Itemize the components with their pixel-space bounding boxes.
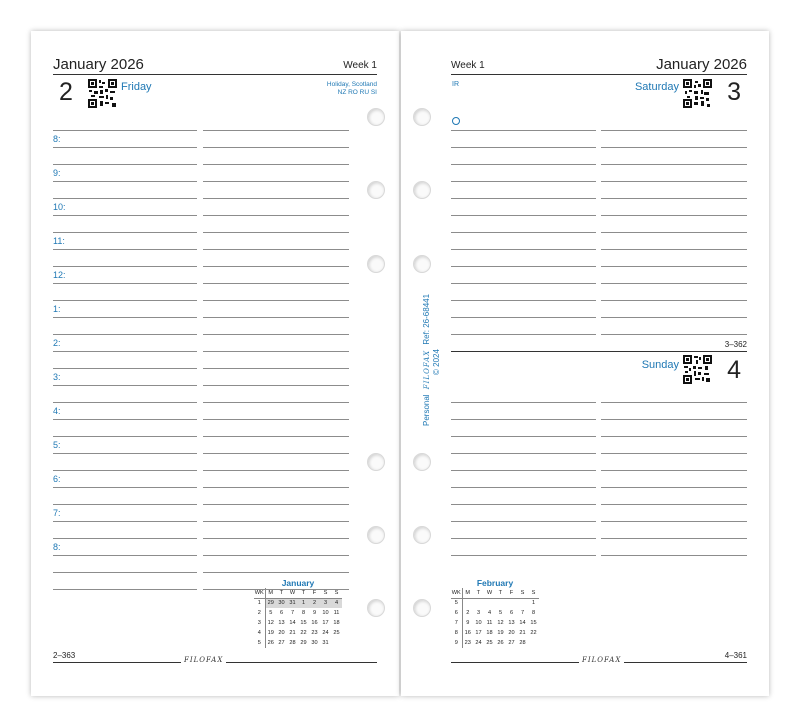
cal-header: W [287,588,298,598]
sunday-divider-rule [451,351,747,352]
cal-day: 11 [333,610,340,616]
cal-week-number: 7 [451,618,462,628]
saturday-ruled-line [601,164,747,165]
left-brand-logo: FILOFAX [181,656,226,664]
ring-hole [367,526,385,544]
cal-day: 5 [269,610,273,616]
sunday-ruled-line [601,436,747,437]
cal-header: M [462,588,473,598]
cal-day [484,598,495,608]
sunday-ruled-line [601,521,747,522]
cal-day: 24 [475,640,482,646]
left-ruled-line [53,538,197,539]
left-ruled-line [53,419,197,420]
cal-header: F [309,588,320,598]
sunday-ruled-line [451,538,596,539]
february-mini-calendar [451,578,539,648]
left-ruled-line [53,487,197,488]
left-page [31,31,399,696]
sunday-ruled-line [451,402,596,403]
left-ruled-line [203,130,349,131]
left-ruled-line [53,317,197,318]
cal-day: 30 [276,598,287,608]
left-ruled-line [203,385,349,386]
saturday-ruled-line [451,198,596,199]
cal-day: 15 [300,620,307,626]
left-ruled-line [53,198,197,199]
saturday-ruled-line [451,300,596,301]
cal-day: 25 [333,630,340,636]
left-ruled-line [203,402,349,403]
spine-format: Personal [422,394,431,426]
hour-label: 5: [53,440,61,450]
cal-row [451,618,539,628]
saturday-ruled-line [451,334,596,335]
saturday-ruled-line [601,266,747,267]
hour-label: 8: [53,134,61,144]
cal-header: S [517,588,528,598]
cal-day: 13 [278,620,285,626]
cal-header: T [276,588,287,598]
qr-code-icon [683,79,712,108]
cal-row [451,598,539,608]
right-header-rule [451,74,747,75]
left-ruled-line [203,436,349,437]
cal-day: 4 [487,610,492,616]
sunday-name: Sunday [641,359,679,371]
hour-label: 3: [53,372,61,382]
cal-day: 27 [508,640,515,646]
hour-label: 1: [53,304,61,314]
sunday-ruled-line [601,453,747,454]
cal-day: 14 [519,620,526,626]
cal-day: 2 [466,610,470,616]
cal-day: 23 [311,630,318,636]
cal-row [254,628,342,638]
cal-day: 1 [531,600,536,607]
cal-day: 29 [300,640,307,646]
saturday-ruled-line [601,232,747,233]
cal-row [451,628,539,638]
sunday-number: 4 [727,356,741,384]
left-ruled-line [203,232,349,233]
cal-day [473,598,484,608]
cal-day: 30 [311,640,318,646]
cal-day: 17 [322,620,329,626]
hour-label: 12: [53,270,66,280]
left-ruled-line [203,470,349,471]
ring-hole [413,526,431,544]
saturday-ruled-line [451,147,596,148]
sunday-ruled-line [451,504,596,505]
saturday-ruled-line [451,266,596,267]
holiday-line-2: NZ RO RU SI [337,89,377,96]
cal-day: 6 [279,610,284,616]
cal-day [506,598,517,608]
cal-day [528,638,539,648]
cal-day: 16 [464,630,471,636]
cal-day: 9 [466,620,470,626]
left-ruled-line [53,181,197,182]
left-ruled-line [203,521,349,522]
saturday-ruled-line [451,181,596,182]
right-cal-table [451,588,539,648]
cal-day: 7 [520,610,525,616]
cal-day: 21 [519,630,526,636]
left-ruled-line [203,589,349,590]
ring-hole [413,108,431,126]
qr-graphic [88,79,117,108]
ring-hole [367,599,385,617]
qr-graphic [683,355,712,384]
left-ruled-line [203,215,349,216]
left-ruled-line [203,351,349,352]
left-ruled-line [53,385,197,386]
saturday-number: 3 [727,78,741,106]
cal-day: 31 [322,640,329,646]
sunday-ruled-line [601,504,747,505]
left-week-label: Week 1 [343,60,377,71]
saturday-ruled-line [601,334,747,335]
hour-label: 7: [53,508,61,518]
saturday-ruled-line [601,198,747,199]
hour-label: 9: [53,168,61,178]
cal-header: T [473,588,484,598]
left-ruled-line [203,300,349,301]
cal-row [254,608,342,618]
left-ruled-line [203,487,349,488]
cal-day: 24 [322,630,329,636]
cal-header: S [528,588,539,598]
cal-week-number: 3 [254,618,265,628]
cal-day: 17 [475,630,482,636]
left-ruled-line [203,266,349,267]
left-day-number: 2 [59,78,73,106]
cal-day: 15 [530,620,537,626]
cal-day: 16 [311,620,318,626]
cal-row [451,608,539,618]
left-ruled-line [53,402,197,403]
left-ruled-line [53,521,197,522]
left-ruled-line [53,266,197,267]
ring-hole [413,255,431,273]
cal-header: F [506,588,517,598]
hour-label: 6: [53,474,61,484]
cal-day: 28 [289,640,296,646]
saturday-ruled-line [451,232,596,233]
qr-graphic [683,79,712,108]
cal-week-number: 4 [254,628,265,638]
left-month-title: January 2026 [53,56,144,73]
left-ruled-line [53,555,197,556]
saturday-ruled-line [601,249,747,250]
sunday-ruled-line [451,436,596,437]
sunday-ruled-line [451,470,596,471]
saturday-ruled-line [601,181,747,182]
cal-day: 10 [475,620,482,626]
ring-hole [413,453,431,471]
cal-header: S [331,588,342,598]
left-ruled-line [53,436,197,437]
cal-day: 19 [497,630,504,636]
left-ruled-line [53,504,197,505]
cal-day: 20 [508,630,515,636]
cal-day: 28 [519,640,526,646]
left-ruled-line [203,538,349,539]
left-header-rule [53,74,377,75]
cal-header: WK [451,588,462,598]
left-ruled-line [53,453,197,454]
cal-day: 2 [309,598,320,608]
left-ruled-line [203,317,349,318]
cal-day: 3 [320,598,331,608]
cal-day: 23 [464,640,471,646]
spine-brand: FILOFAX [423,349,431,390]
sunday-ruled-line [601,487,747,488]
cal-week-number: 1 [254,598,265,608]
sunday-ruled-line [451,521,596,522]
cal-day: 3 [476,610,481,616]
cal-week-number: 5 [451,598,462,608]
cal-day: 21 [289,630,296,636]
cal-header: M [265,588,276,598]
cal-day [517,598,528,608]
cal-header: W [484,588,495,598]
cal-day: 18 [333,620,340,626]
left-ruled-line [203,504,349,505]
cal-day [462,598,473,608]
qr-code-icon [88,79,117,108]
left-ruled-line [203,164,349,165]
sunday-ruled-line [451,487,596,488]
saturday-ruled-line [451,130,596,131]
cal-header: WK [254,588,265,598]
saturday-ruled-line [601,283,747,284]
saturday-ruled-line [601,317,747,318]
cal-day: 19 [267,630,274,636]
cal-day: 11 [486,620,493,626]
left-ruled-line [203,555,349,556]
qr-code-icon [683,355,712,384]
left-ruled-line [53,147,197,148]
holiday-note [327,81,377,97]
left-day-name: Friday [121,81,152,93]
circle-icon [452,117,460,125]
cal-day: 27 [278,640,285,646]
cal-day: 18 [486,630,493,636]
cal-day: 22 [300,630,307,636]
cal-header: T [298,588,309,598]
spine-ref: Ref: 26-68441 [422,293,431,345]
left-ruled-line [203,368,349,369]
saturday-ruled-line [451,249,596,250]
cal-day: 29 [265,598,276,608]
right-page [401,31,769,696]
right-brand-logo: FILOFAX [579,656,624,664]
sunday-ruled-line [601,402,747,403]
left-cal-table [254,588,342,648]
hour-label: 4: [53,406,61,416]
ring-hole [367,453,385,471]
left-ruled-line [53,215,197,216]
saturday-page-number: 3–362 [724,340,747,349]
cal-day: 6 [509,610,514,616]
ring-hole [367,255,385,273]
right-cal-title: February [476,578,514,588]
cal-day: 25 [486,640,493,646]
left-ruled-line [53,572,197,573]
sunday-ruled-line [451,453,596,454]
left-ruled-line [203,334,349,335]
ring-hole [413,181,431,199]
ring-hole [367,108,385,126]
cal-row [254,598,342,608]
saturday-ruled-line [451,215,596,216]
left-ruled-line [53,249,197,250]
saturday-ruled-line [601,215,747,216]
cal-day: 13 [508,620,515,626]
cal-row [254,618,342,628]
cal-day: 7 [290,610,295,616]
left-ruled-line [53,334,197,335]
cal-day: 31 [287,598,298,608]
right-week-label: Week 1 [451,60,485,71]
sunday-ruled-line [601,555,747,556]
left-ruled-line [53,470,197,471]
left-ruled-line [53,351,197,352]
cal-header-row [451,588,539,598]
cal-day: 26 [497,640,504,646]
cal-day: 8 [531,610,536,616]
cal-day: 12 [267,620,274,626]
cal-day: 22 [530,630,537,636]
cal-day: 14 [289,620,296,626]
cal-header: T [495,588,506,598]
hour-label: 8: [53,542,61,552]
spine-info [422,294,431,426]
cal-day [495,598,506,608]
cal-day: 26 [267,640,274,646]
sunday-ruled-line [451,419,596,420]
cal-week-number: 5 [254,638,265,648]
hour-label: 2: [53,338,61,348]
left-ruled-line [203,453,349,454]
saturday-ruled-line [601,147,747,148]
left-ruled-line [53,283,197,284]
cal-day: 8 [301,610,306,616]
sunday-ruled-line [601,419,747,420]
cal-week-number: 6 [451,608,462,618]
saturday-name: Saturday [634,81,679,93]
sunday-ruled-line [451,555,596,556]
left-ruled-line [203,283,349,284]
left-cal-title: January [281,578,315,588]
ring-hole [413,599,431,617]
cal-day: 20 [278,630,285,636]
sunday-ruled-line [601,470,747,471]
cal-header: S [320,588,331,598]
hour-label: 11: [53,236,65,246]
cal-day: 10 [322,610,329,616]
holiday-line-1: Holiday, Scotland [326,81,377,88]
right-page-number: 4–361 [724,651,747,660]
cal-row [451,638,539,648]
sunday-ruled-line [601,538,747,539]
left-ruled-line [53,130,197,131]
left-ruled-line [203,147,349,148]
saturday-ruled-line [451,317,596,318]
left-ruled-line [203,249,349,250]
cal-week-number: 8 [451,628,462,638]
cal-day: 1 [298,598,309,608]
cal-week-number: 9 [451,638,462,648]
left-ruled-line [203,181,349,182]
cal-day: 9 [312,610,317,616]
cal-row [254,638,342,648]
cal-day: 5 [498,610,503,616]
saturday-ruled-line [601,130,747,131]
left-ruled-line [53,368,197,369]
cal-day [331,638,342,648]
left-ruled-line [53,589,197,590]
hour-label: 10: [53,202,66,212]
spine-copyright: © 2024 [432,349,441,375]
saturday-ruled-line [601,300,747,301]
left-ruled-line [203,198,349,199]
saturday-ruled-line [451,164,596,165]
left-page-number: 2–363 [53,651,76,660]
left-ruled-line [53,300,197,301]
ir-label: IR [452,81,459,88]
left-ruled-line [203,419,349,420]
right-month-title: January 2026 [656,56,747,73]
ring-hole [367,181,385,199]
left-ruled-line [203,572,349,573]
left-ruled-line [53,232,197,233]
saturday-ruled-line [451,283,596,284]
cal-day: 4 [331,598,342,608]
left-ruled-line [53,164,197,165]
cal-day: 12 [497,620,504,626]
cal-week-number: 2 [254,608,265,618]
